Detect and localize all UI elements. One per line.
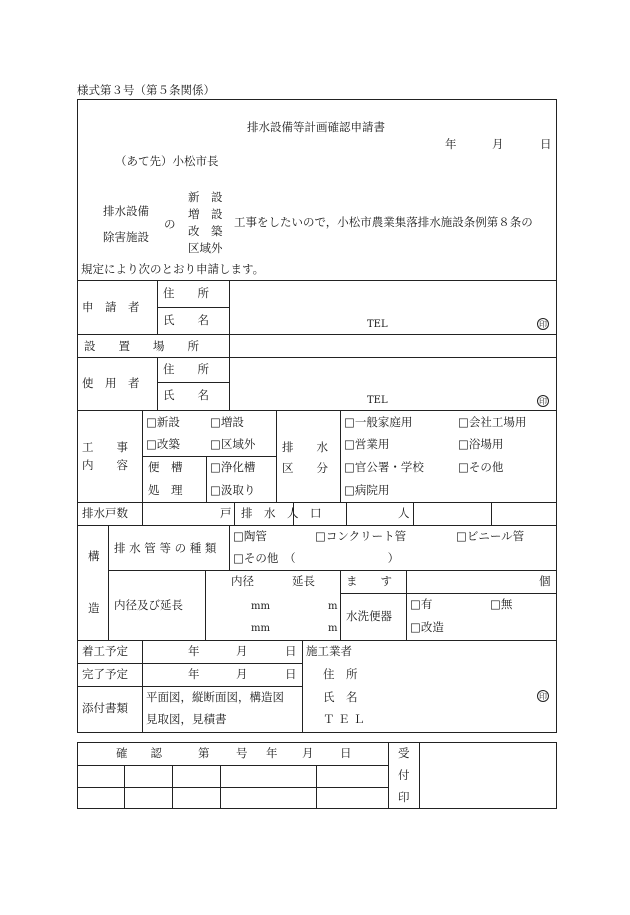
drain-option-factory[interactable]: □会社工場用: [458, 415, 527, 429]
work-type-rebuild[interactable]: □改築: [146, 437, 180, 451]
drain-option-public[interactable]: □官公署・学校: [344, 460, 424, 474]
drain-option-business[interactable]: □営業用: [344, 437, 390, 451]
date-month: 月: [492, 137, 504, 151]
date-year: 年: [445, 137, 457, 151]
drain-option-hospital[interactable]: □病院用: [344, 483, 390, 497]
user-name-label: 氏 名: [163, 388, 209, 402]
attachments-line-1: 平面図，縦断面図，構造図: [146, 690, 284, 704]
m-unit-2: m: [328, 623, 338, 634]
mm-unit-1: mm: [251, 601, 270, 612]
intro-option-new: 新 設: [188, 190, 223, 204]
attachments-line-2: 見取図，見積書: [146, 712, 227, 726]
start-month: 月: [236, 644, 248, 658]
finish-label: 完了予定: [82, 667, 128, 681]
intro-option-add: 増 設: [188, 207, 223, 221]
addressee: （あて先）小松市長: [115, 154, 219, 168]
finish-day: 日: [285, 667, 297, 681]
toilet-option-yes[interactable]: □有: [410, 597, 433, 611]
masu-unit: 個: [539, 574, 551, 588]
drain-label-1: 排 水: [282, 440, 328, 454]
finish-year: 年: [188, 667, 200, 681]
applicant-label: 申 請 者: [82, 300, 140, 314]
masu-label: ま す: [346, 574, 392, 588]
mm-unit-2: mm: [251, 623, 270, 634]
start-year: 年: [188, 644, 200, 658]
work-type-outside[interactable]: □区域外: [210, 437, 256, 451]
contractor-label: 施工業者: [306, 644, 352, 658]
length-label: 延長: [292, 574, 315, 588]
intro-sentence: 工事をしたいので，小松市農業集落排水施設条例第８条の: [234, 215, 533, 229]
contractor-tel-label: Ｔ Ｅ Ｌ: [323, 712, 365, 726]
receipt-char-3: 印: [398, 790, 410, 804]
tank-label-1: 便 槽: [148, 460, 183, 474]
form-number: 様式第３号（第５条関係）: [77, 83, 215, 97]
receipt-char-1: 受: [398, 746, 410, 760]
document-title: 排水設備等計画確認申請書: [247, 120, 385, 134]
confirm-month: 月: [302, 746, 314, 760]
user-address-label: 住 所: [163, 362, 209, 376]
confirm-no: 第: [198, 746, 210, 760]
intro-particle: の: [164, 217, 176, 231]
confirm-day: 日: [340, 746, 352, 760]
drain-option-household[interactable]: □一般家庭用: [344, 415, 413, 429]
applicant-name-label: 氏 名: [163, 313, 209, 327]
confirm-go: 号: [236, 746, 248, 760]
work-type-add[interactable]: □増設: [210, 415, 244, 429]
tank-option-pumping[interactable]: □汲取り: [210, 483, 256, 497]
population-unit: 人: [398, 506, 410, 520]
user-label: 使 用 者: [82, 376, 140, 390]
drain-option-bath[interactable]: □浴場用: [458, 437, 504, 451]
location-label: 設 置 場 所: [84, 339, 199, 353]
toilet-option-remodel[interactable]: □改造: [410, 620, 444, 634]
structure-label-1: 構: [88, 549, 100, 563]
intro-option-rebuild: 改 築: [188, 224, 223, 238]
contractor-address-label: 住 所: [323, 667, 358, 681]
attachments-label: 添付書類: [82, 701, 128, 715]
date-day: 日: [540, 137, 552, 151]
confirm-year: 年: [266, 746, 278, 760]
applicant-tel-label: TEL: [367, 319, 388, 330]
intro-facility-1: 排水設備: [103, 204, 149, 218]
start-day: 日: [285, 644, 297, 658]
intro-sentence-2: 規定により次のとおり申請します。: [81, 262, 265, 276]
contractor-name-label: 氏 名: [323, 690, 358, 704]
intro-option-outside: 区域外: [188, 241, 223, 255]
pipe-option-other[interactable]: □その他 （ ）: [233, 551, 400, 565]
work-label-1: 工 事: [82, 440, 128, 454]
work-label-2: 内 容: [82, 458, 128, 472]
population-label: 排 水 人 口: [241, 506, 322, 520]
work-type-new[interactable]: □新設: [146, 415, 180, 429]
receipt-char-2: 付: [398, 768, 410, 782]
structure-label-2: 造: [88, 601, 100, 615]
tank-option-septic[interactable]: □浄化槽: [210, 460, 256, 474]
toilet-option-no[interactable]: □無: [490, 597, 513, 611]
households-label: 排水戸数: [82, 506, 128, 520]
drain-label-2: 区 分: [282, 461, 328, 475]
intro-facility-2: 除害施設: [103, 230, 149, 244]
user-seal: 印: [539, 397, 547, 406]
user-tel-label: TEL: [367, 395, 388, 406]
contractor-seal: 印: [539, 692, 547, 701]
start-label: 着工予定: [82, 644, 128, 658]
confirm-label: 確 認: [116, 746, 162, 760]
diameter-label: 内径: [231, 574, 254, 588]
m-unit-1: m: [328, 601, 338, 612]
applicant-seal: 印: [539, 320, 547, 329]
pipe-type-label: 排 水 管 等 の 種 類: [114, 541, 217, 555]
drain-option-other[interactable]: □その他: [458, 460, 504, 474]
households-unit: 戸: [220, 506, 232, 520]
toilet-label: 水洗便器: [346, 609, 392, 623]
finish-month: 月: [236, 667, 248, 681]
size-label: 内径及び延長: [114, 598, 183, 612]
pipe-option-clay[interactable]: □陶管: [233, 529, 267, 543]
tank-label-2: 処 理: [148, 483, 183, 497]
pipe-option-concrete[interactable]: □コンクリート管: [315, 529, 407, 543]
applicant-address-label: 住 所: [163, 286, 209, 300]
pipe-option-vinyl[interactable]: □ビニール管: [456, 529, 525, 543]
